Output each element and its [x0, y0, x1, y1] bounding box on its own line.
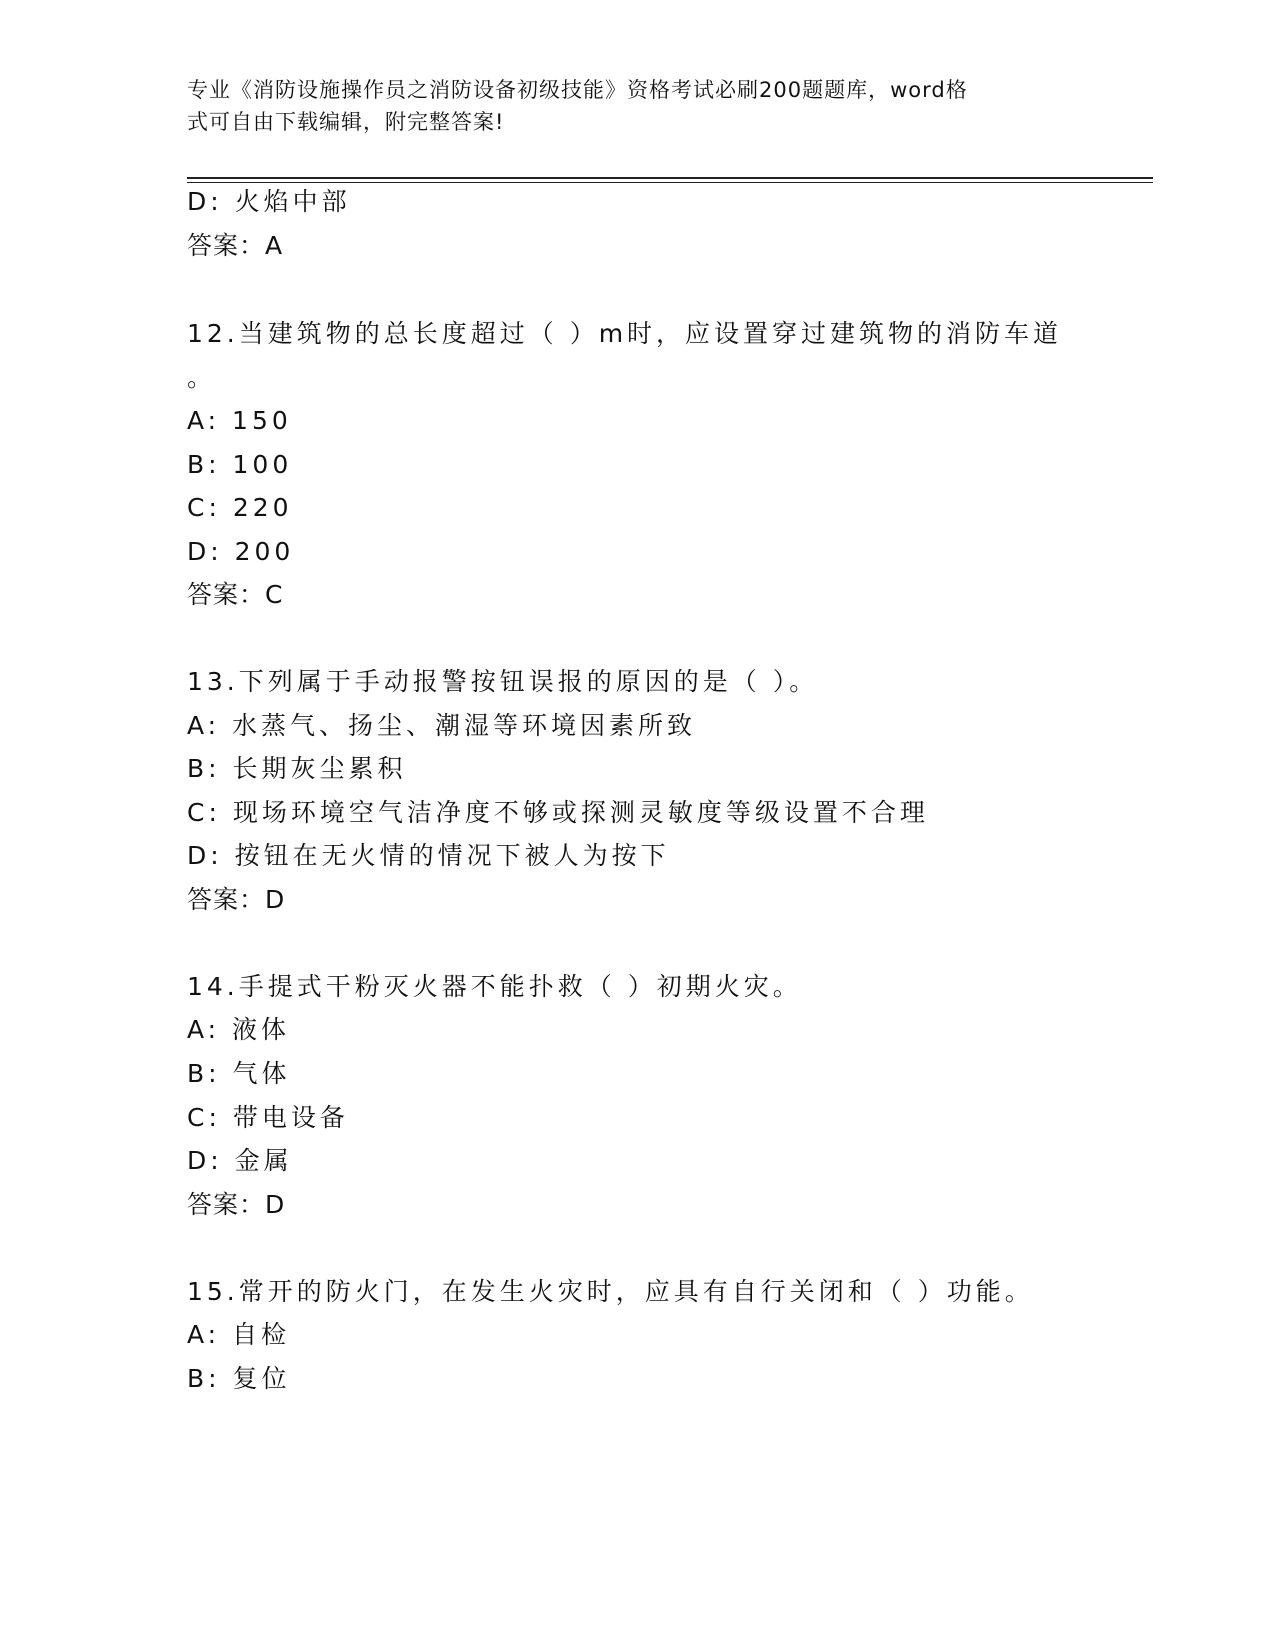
- question-12-option-a: A: 150: [187, 406, 292, 435]
- question-12-answer: 答案：C: [187, 580, 284, 609]
- question-15-option-b: B: 复位: [187, 1364, 291, 1393]
- prev-answer: 答案：A: [187, 231, 284, 260]
- question-12-stem-cont: 。: [187, 363, 217, 392]
- question-13-option-a: A: 水蒸气、扬尘、潮湿等环境因素所致: [187, 711, 697, 740]
- question-12-option-d: D: 200: [187, 537, 295, 566]
- question-13-option-c: C: 现场环境空气洁净度不够或探测灵敏度等级设置不合理: [187, 798, 929, 827]
- question-12-option-b: B: 100: [187, 450, 293, 479]
- prev-option-d: D: 火焰中部: [187, 187, 351, 216]
- question-13-option-b: B: 长期灰尘累积: [187, 754, 407, 783]
- question-14-stem: 14.手提式干粉灭火器不能扑救（ ）初期火灾。: [187, 972, 802, 1001]
- header-line-1: 专业《消防设施操作员之消防设备初级技能》资格考试必刷200题题库，word格: [187, 78, 968, 102]
- question-15-stem: 15.常开的防火门，在发生火灾时，应具有自行关闭和（ ）功能。: [187, 1277, 1034, 1306]
- question-13-option-d: D: 按钮在无火情的情况下被人为按下: [187, 841, 670, 870]
- question-12-option-c: C: 220: [187, 493, 293, 522]
- question-12-stem: 12.当建筑物的总长度超过（ ）m时，应设置穿过建筑物的消防车道: [187, 319, 1063, 348]
- question-15-option-a: A: 自检: [187, 1320, 291, 1349]
- header-divider: [187, 177, 1153, 183]
- header-line-2: 式可自由下载编辑，附完整答案!: [187, 110, 505, 134]
- question-14-answer: 答案：D: [187, 1190, 286, 1219]
- question-14-option-a: A: 液体: [187, 1015, 291, 1044]
- document-header: [187, 74, 1067, 138]
- question-14-option-d: D: 金属: [187, 1146, 293, 1175]
- question-14-option-c: C: 带电设备: [187, 1103, 349, 1132]
- question-13-stem: 13.下列属于手动报警按钮误报的原因的是（ ）。: [187, 667, 819, 696]
- question-14-option-b: B: 气体: [187, 1059, 291, 1088]
- question-13-answer: 答案：D: [187, 885, 286, 914]
